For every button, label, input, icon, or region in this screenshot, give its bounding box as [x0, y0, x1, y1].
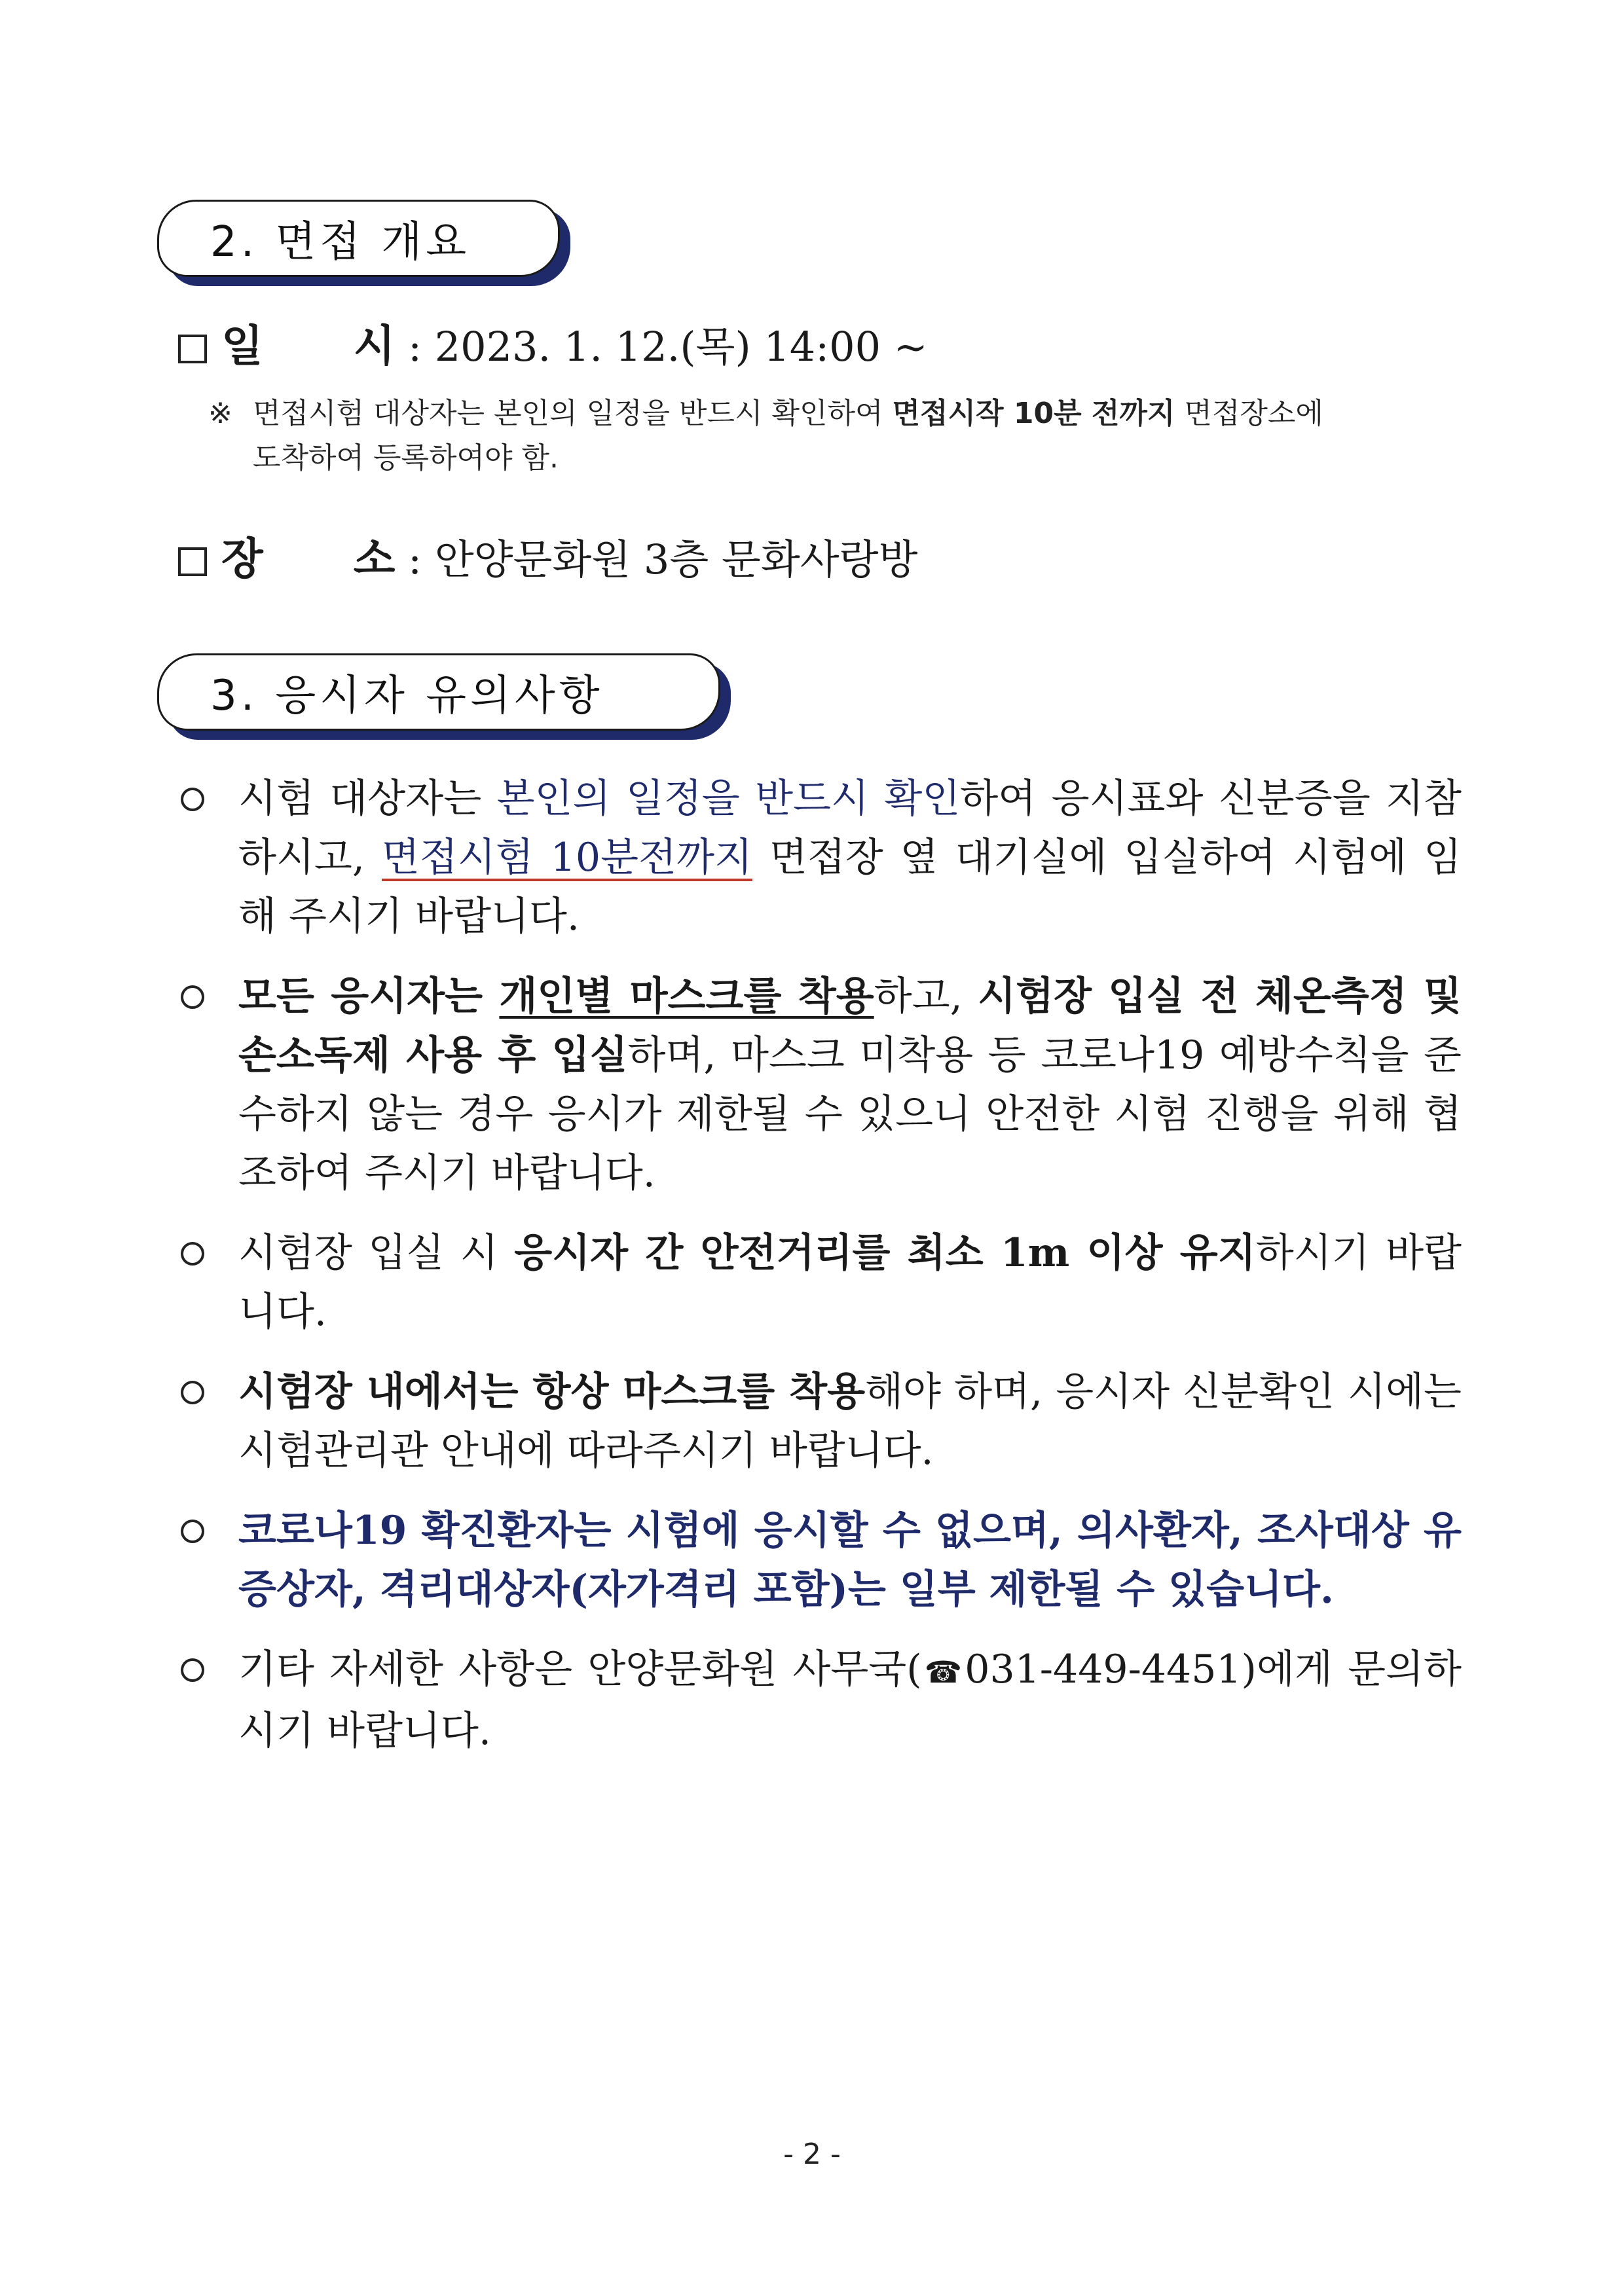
highlight-mask: 개인별 마스크를 착용	[499, 974, 874, 1019]
list-item: 시험장 내에서는 항상 마스크를 착용해야 하며, 응시자 신분확인 시에는 시험관리관 안내에 따라주시기 바랍니다.	[178, 1362, 1462, 1480]
list-item: 기타 자세한 사항은 안양문화원 사무국(☎031-449-4451)에게 문의하시기 바랍니다.	[178, 1640, 1462, 1760]
highlight-distance: 응시자 간 안전거리를 최소 1m 이상 유지	[514, 1230, 1256, 1276]
section-3-header	[157, 653, 720, 731]
highlight-temperature: 시험장 입실 전 체온측정 및 손소독제 사용 후 입실	[238, 974, 1462, 1078]
date-value: : 2023. 1. 12.(목) 14:00 ~	[408, 323, 928, 371]
list-item	[178, 1501, 1462, 1619]
note-deadline: 면접시작 10분 전까지	[892, 397, 1175, 430]
place-row	[178, 534, 917, 585]
list-item: 모든 응시자는 개인별 마스크를 착용하고, 시험장 입실 전 체온측정 및 손소독제 사용 후 입실하며, 마스크 미착용 등 코로나19 예방수칙을 준수하지 않는 경우 응시가 제한될 수 있으니 안전한 시험 진행을 위해 협조하여 주시기 바랍니다.	[178, 967, 1462, 1203]
highlight-arrival-time: 면접시험 10분전까지	[381, 835, 752, 881]
date-label: 일 시	[221, 321, 396, 371]
reference-mark: ※	[208, 397, 232, 430]
highlight-mask-always: 시험장 내에서는 항상 마스크를 착용	[238, 1369, 866, 1415]
place-value: : 안양문화원 3층 문화사랑방	[408, 536, 918, 583]
circle-bullet-icon	[181, 1242, 204, 1266]
list-item: 시험 대상자는 본인의 일정을 반드시 확인하여 응시표와 신분증을 지참하시고, 면접시험 10분전까지 면접장 옆 대기실에 입실하여 시험에 임해 주시기 바랍니다.	[178, 769, 1462, 946]
circle-bullet-icon	[181, 788, 204, 811]
checkbox-square-icon	[178, 547, 207, 576]
note-line-1: ※ 면접시험 대상자는 본인의 일정을 반드시 확인하여 면접시작 10분 전까지 면접장소에	[208, 392, 1466, 436]
section-2-header	[157, 200, 560, 277]
phone-icon: ☎	[921, 1654, 965, 1690]
checkbox-square-icon	[178, 335, 207, 363]
section-3-title: 3. 응시자 유의사항	[210, 672, 604, 720]
covid-restriction: 코로나19 확진환자는 시험에 응시할 수 없으며, 의사환자, 조사대상 유증상자, 격리대상자(자가격리 포함)는 일부 제한될 수 있습니다.	[238, 1508, 1462, 1613]
highlight-schedule: 본인의 일정을 반드시 확인	[496, 776, 961, 822]
header-capsule	[157, 200, 560, 277]
notice-list	[178, 769, 1462, 1781]
circle-bullet-icon	[181, 985, 204, 1009]
section-2-title: 2. 면접 개요	[210, 218, 471, 266]
circle-bullet-icon	[181, 1658, 204, 1682]
date-row	[178, 321, 928, 373]
page-number: - 2 -	[783, 2138, 841, 2171]
note-line-2: 도착하여 등록하여야 함.	[253, 441, 559, 475]
date-note	[208, 392, 1466, 481]
circle-bullet-icon	[181, 1520, 204, 1543]
place-label: 장 소	[221, 534, 396, 584]
header-capsule	[157, 653, 720, 731]
circle-bullet-icon	[181, 1381, 204, 1404]
list-item: 시험장 입실 시 응시자 간 안전거리를 최소 1m 이상 유지하시기 바랍니다.	[178, 1224, 1462, 1341]
